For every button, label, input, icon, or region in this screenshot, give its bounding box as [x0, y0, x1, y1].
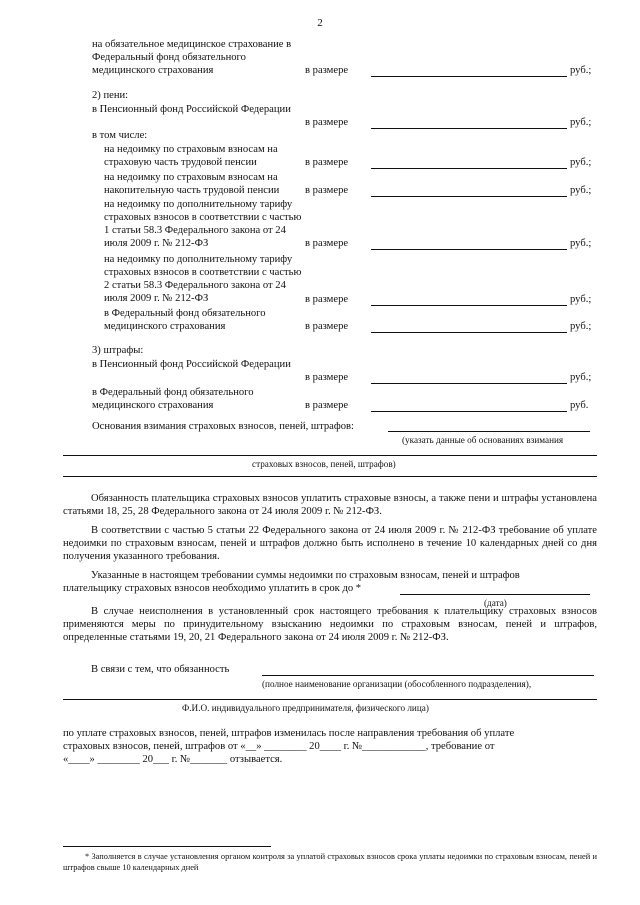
amount-field[interactable] [371, 156, 567, 169]
footnote: * Заполняется в случае установления органом контроля за уплатой страховых взносов срока уплаты недоимки по страховым взносам, пеней и штрафов свыше 10 календарных дней [63, 852, 597, 872]
paragraph-otzyv-line3: «____» ________ 20___ г. №_______ отзывается. [63, 754, 283, 765]
v-razmere: в размере [305, 117, 349, 128]
amount-field[interactable] [371, 184, 567, 197]
footnote-separator [63, 846, 271, 847]
peni-heading: 2) пени: [92, 90, 129, 101]
osnovaniya-hint-2: страховых взносов, пеней, штрафов) [252, 459, 396, 469]
osnovaniya-field[interactable] [388, 431, 590, 432]
rub-label: руб.; [570, 117, 592, 128]
v-razmere: в размере [305, 294, 349, 305]
v-razmere: в размере [305, 400, 349, 411]
paragraph-otzyv-line2: страховых взносов, пеней, штрафов от «__» ________ 20____ г. №____________, требование от [63, 741, 495, 752]
shtrafy-heading: 3) штрафы: [92, 345, 144, 356]
amount-field[interactable] [371, 64, 567, 77]
osnovaniya-label: Основания взимания страховых взносов, пеней, штрафов: [92, 421, 354, 432]
osnovaniya-field-line2[interactable] [63, 455, 597, 456]
page-number: 2 [317, 17, 323, 29]
paragraph-obyazannost: Обязанность плательщика страховых взносов уплатить страховые взносы, а также пени и штрафы установлена статьями 18, 25, 28 Федерального закона от 24 июля 2009 г. № 212-ФЗ. [63, 493, 597, 517]
organization-hint: (полное наименование организации (обособленного подразделения), [262, 679, 532, 689]
paragraph-sootvetstvie: В соответствии с частью 5 статьи 22 Федерального закона от 24 июля 2009 г. № 212-ФЗ требование об уплате недоимки по страховым взносам, пеней и штрафов должно быть исполнено в течение 10 календарных дней со дня получения указанного требования. [63, 525, 597, 562]
paragraph-summy-line1: Указанные в настоящем требовании суммы недоимки по страховым взносам, пеней и штрафов [91, 570, 520, 581]
label-peni-strah: на недоимку по страховым взносам на страховую часть трудовой пенсии [104, 144, 278, 168]
v-razmere: в размере [305, 321, 349, 332]
vsvyazi-label: В связи с тем, что обязанность [91, 664, 230, 675]
v-razmere: в размере [305, 372, 349, 383]
rub-label: руб.; [570, 294, 592, 305]
rub-label: руб.; [570, 372, 592, 383]
label-peni-nakop: на недоимку по страховым взносам на накопительную часть трудовой пенсии [104, 172, 280, 196]
label-shtraf-pfr: в Пенсионный фонд Российской Федерации [92, 359, 291, 370]
rub-label: руб.; [570, 65, 592, 76]
deadline-date-field[interactable] [400, 594, 590, 595]
osnovaniya-field-line3[interactable] [63, 476, 597, 477]
label-shtraf-ffoms: в Федеральный фонд обязательного медицинского страхования [92, 387, 254, 411]
v-razmere: в размере [305, 65, 349, 76]
paragraph-neispolnenie: В случае неисполнения в установленный срок настоящего требования к плательщику страховых взносов применяются меры по принудительному взысканию недоимки по страховым взносам, пеней и штрафов, определенные статьями 19, 20, 21 Федерального закона от 24 июля 2009 г. № 212-ФЗ. [63, 606, 597, 643]
osnovaniya-hint: (указать данные об основаниях взимания [402, 435, 564, 445]
amount-field[interactable] [371, 399, 567, 412]
organization-name-field[interactable] [262, 675, 594, 676]
rub-label: руб.; [570, 238, 592, 249]
label-peni-ffoms: в Федеральный фонд обязательного медицинского страхования [104, 308, 266, 332]
v-razmere: в размере [305, 238, 349, 249]
paragraph-summy-line2: плательщику страховых взносов необходимо уплатить в срок до * [63, 583, 362, 594]
amount-field[interactable] [371, 293, 567, 306]
rub-label: руб.; [570, 157, 592, 168]
amount-field[interactable] [371, 116, 567, 129]
label-medical: на обязательное медицинское страхование в Федеральный фонд обязательного медицинского страхования [92, 39, 292, 76]
label-peni-pfr: в Пенсионный фонд Российской Федерации [92, 104, 291, 115]
fio-hint: Ф.И.О. индивидуального предпринимателя, физического лица) [182, 703, 429, 713]
label-v-tom-chisle: в том числе: [92, 130, 148, 141]
v-razmere: в размере [305, 185, 349, 196]
amount-field[interactable] [371, 237, 567, 250]
rub-label: руб. [570, 400, 589, 411]
v-razmere: в размере [305, 157, 349, 168]
rub-label: руб.; [570, 185, 592, 196]
label-peni-dop1: на недоимку по дополнительному тарифу страховых взносов в соответствии с частью 1 статьи 58.3 Федерального закона от 24 июля 2009 г. № 212-ФЗ [104, 199, 302, 249]
amount-field[interactable] [371, 320, 567, 333]
paragraph-otzyv-line1: по уплате страховых взносов, пеней, штрафов изменилась после направления требования об уплате [63, 728, 515, 739]
date-hint: (дата) [484, 598, 507, 608]
amount-field[interactable] [371, 371, 567, 384]
rub-label: руб.; [570, 321, 592, 332]
label-peni-dop2: на недоимку по дополнительному тарифу страховых взносов в соответствии с частью 2 статьи 58.3 Федерального закона от 24 июля 2009 г. № 212-ФЗ [104, 254, 302, 304]
organization-name-field-line2[interactable] [63, 699, 597, 700]
